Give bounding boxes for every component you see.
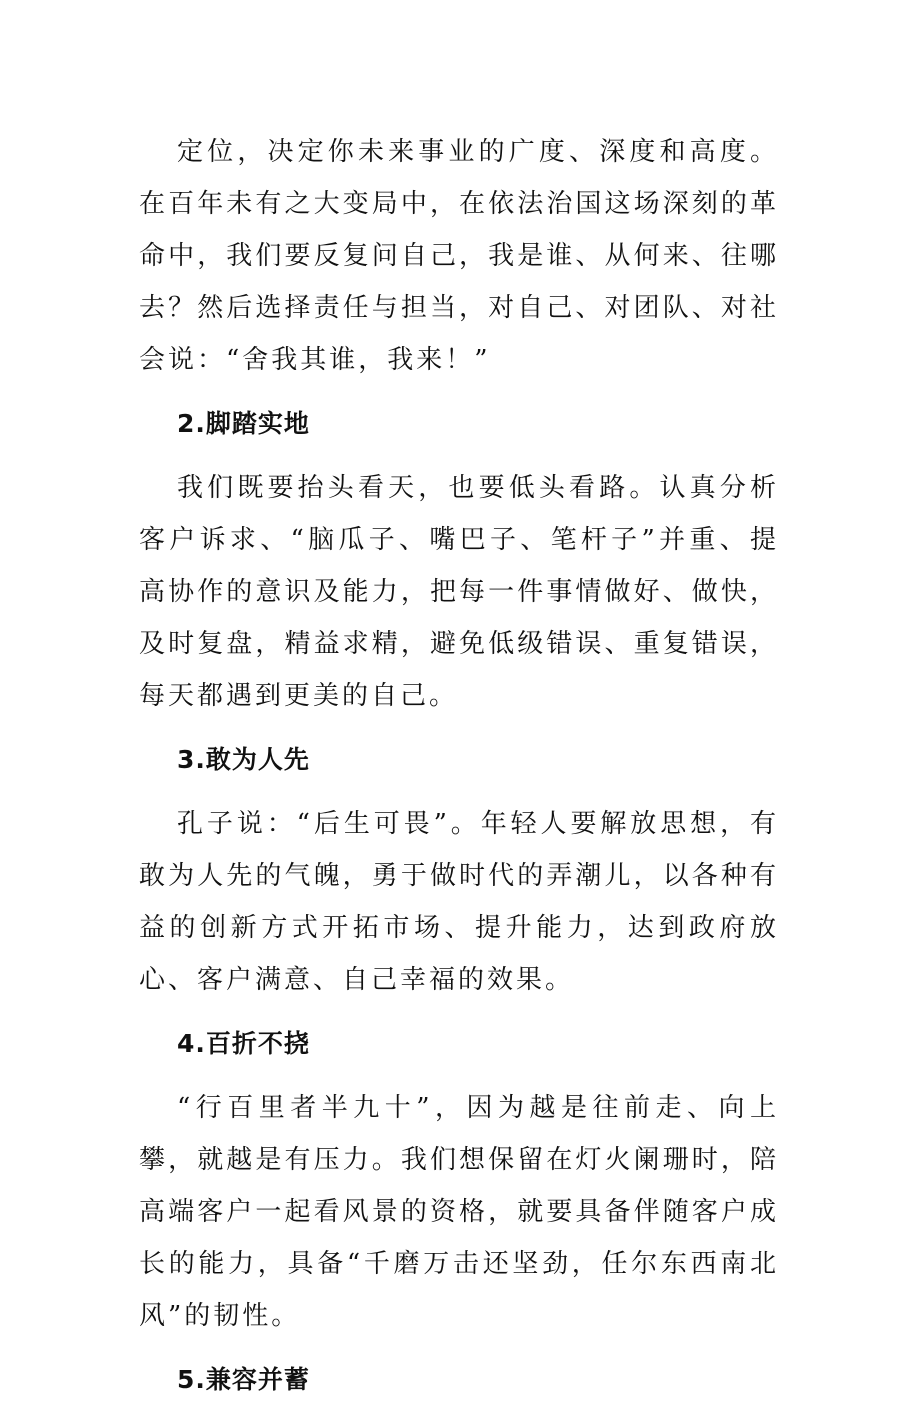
paragraph-dare-to-lead: 孔子说：“后生可畏”。年轻人要解放思想，有敢为人先的气魄，勇于做时代的弄潮儿，以各种有益的创新方式开拓市场、提升能力，达到政府放心、客户满意、自己幸福的效果。 xyxy=(139,809,779,995)
heading-down-to-earth: 2.脚踏实地 xyxy=(177,409,310,438)
paragraph-perseverance: “行百里者半九十”，因为越是往前走、向上攀，就越是有压力。我们想保留在灯火阑珊时，陪高端客户一起看风景的资格，就要具备伴随客户成长的能力，具备“千磨万击还坚劲，任尔东西南北风”的韧性。 xyxy=(139,1093,779,1331)
heading-dare-to-lead: 3.敢为人先 xyxy=(177,745,310,774)
heading-perseverance: 4.百折不挠 xyxy=(177,1029,310,1058)
paragraph-positioning: 定位，决定你未来事业的广度、深度和高度。在百年未有之大变局中，在依法治国这场深刻的革命中，我们要反复问自己，我是谁、从何来、往哪去？然后选择责任与担当，对自己、对团队、对社会说：“舍我其谁，我来！” xyxy=(139,137,779,375)
document-page xyxy=(139,126,779,1406)
paragraph-down-to-earth: 我们既要抬头看天，也要低头看路。认真分析客户诉求、“脑瓜子、嘴巴子、笔杆子”并重、提高协作的意识及能力，把每一件事情做好、做快，及时复盘，精益求精，避免低级错误、重复错误，每天都遇到更美的自己。 xyxy=(139,473,779,711)
heading-inclusiveness: 5.兼容并蓄 xyxy=(177,1365,310,1394)
